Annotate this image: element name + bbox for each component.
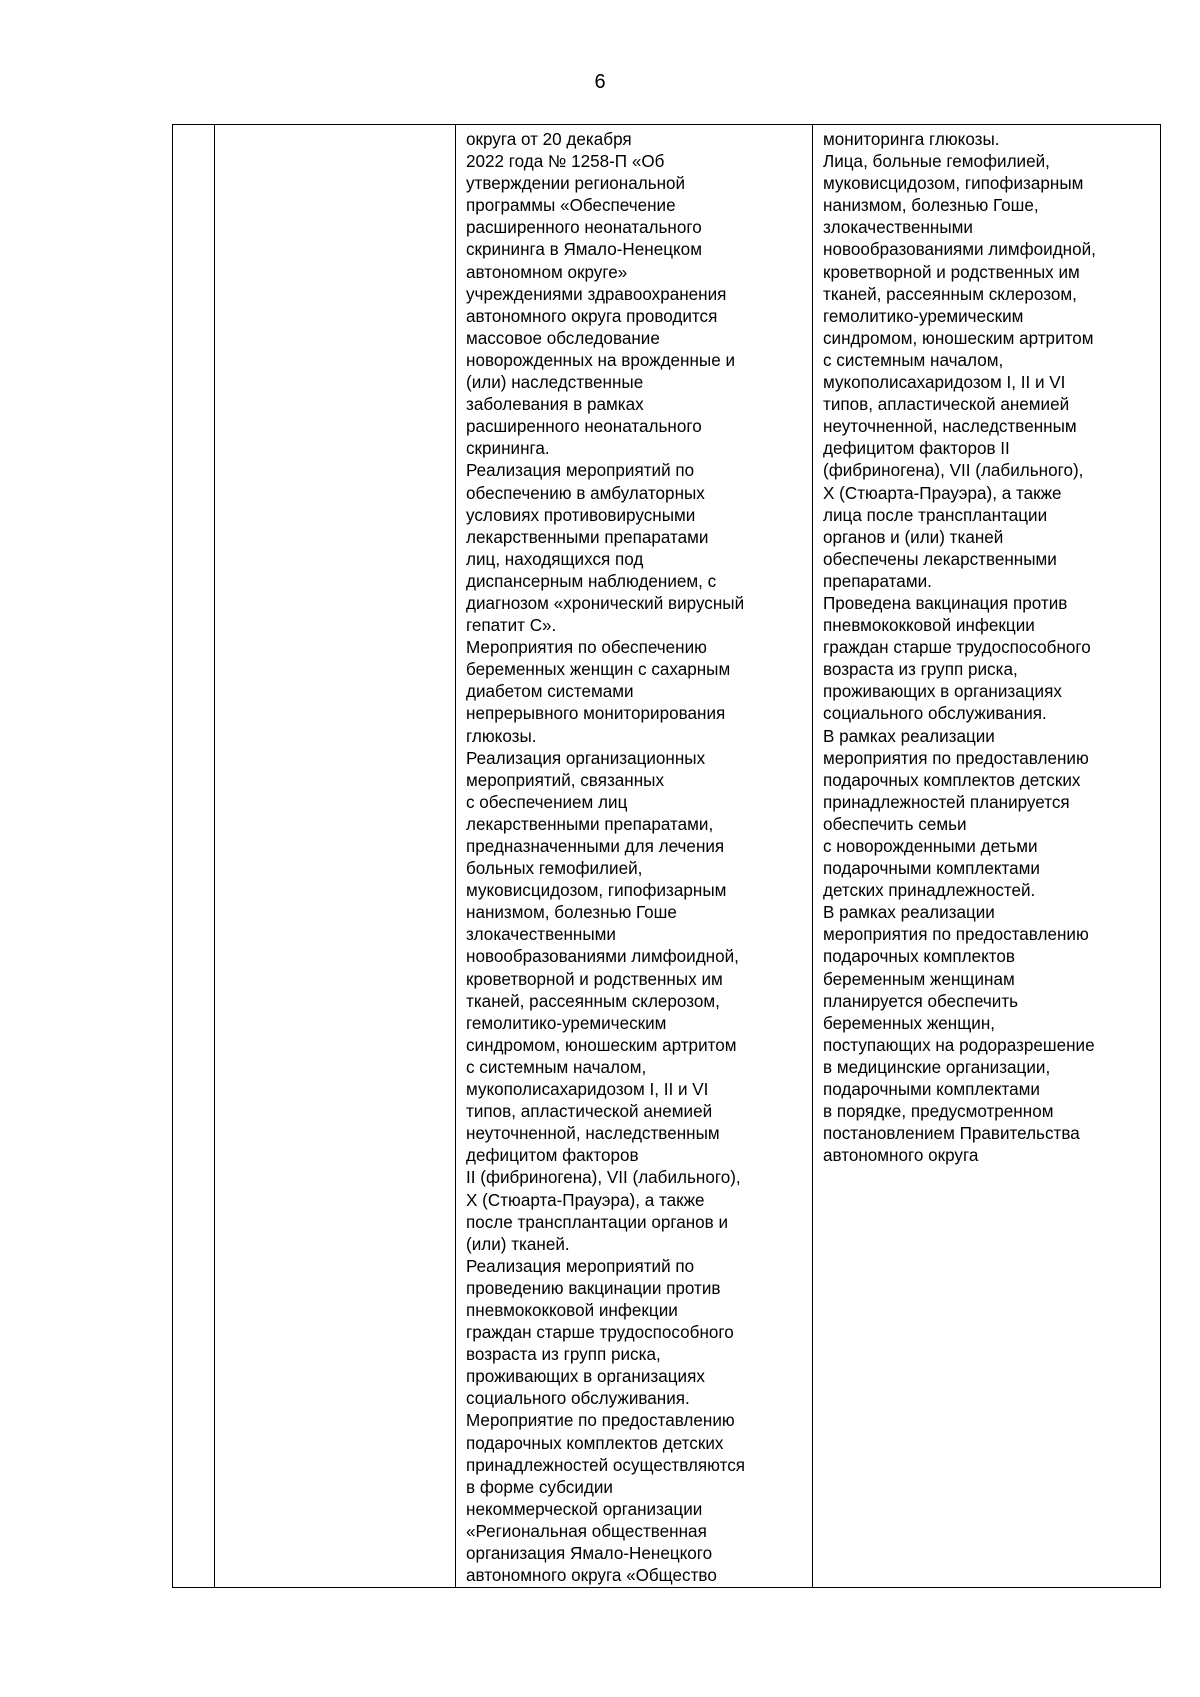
results-text-line: планируется обеспечить [823, 991, 1019, 1011]
measures-text-line: типов, апластической анемией [466, 1102, 713, 1122]
measures-text-line: мероприятий, связанных [466, 770, 665, 790]
measures-text-line: организация Ямало-Ненецкого [466, 1544, 713, 1563]
measures-text-line: в форме субсидии [466, 1477, 613, 1497]
measures-text-line: округа от 20 декабря [466, 130, 632, 149]
results-text-line: Проведена вакцинация против [823, 593, 1068, 613]
results-text-line: Лица, больные гемофилией, [823, 152, 1050, 172]
measures-text-line: проживающих в организациях [466, 1367, 705, 1387]
results-text-line: подарочными комплектами [823, 859, 1040, 879]
results-text-line: X (Стюарта-Прауэра), а также [823, 483, 1062, 503]
measures-text-line: скрининга в Ямало-Ненецком [466, 240, 702, 260]
results-text-line: подарочных комплектов детских [823, 770, 1081, 790]
measures-text-line: беременных женщин с сахарным [466, 660, 731, 680]
measures-text-line: граждан старше трудоспособного [466, 1323, 734, 1343]
results-text-line: с новорожденными детьми [823, 837, 1038, 856]
results-text-line: кроветворной и родственных им [823, 262, 1080, 282]
results-text-line: детских принадлежностей. [823, 881, 1036, 901]
results-text-line: проживающих в организациях [823, 682, 1062, 702]
results-text-line: органов и (или) тканей [823, 527, 1004, 547]
table-cell-measures [456, 125, 813, 1588]
measures-text-line: синдромом, юношеским артритом [466, 1035, 737, 1055]
results-text-line: автономного округа [823, 1146, 979, 1166]
results-text-line: принадлежностей планируется [823, 792, 1070, 812]
measures-text-line: Реализация организационных [466, 748, 706, 768]
measures-text-line: 2022 года № 1258-П «Об [466, 152, 665, 172]
results-text-line: мероприятия по предоставлению [823, 748, 1089, 768]
measures-text-line: лекарственными препаратами [466, 527, 709, 547]
table-cell-number [173, 125, 215, 1588]
table-cell-results [813, 125, 1161, 1588]
results-text-line: гемолитико-уремическим [823, 306, 1024, 326]
measures-text-line: возраста из групп риска, [466, 1345, 661, 1365]
measures-text-line: проведению вакцинации против [466, 1278, 721, 1298]
measures-text-line: (или) тканей. [466, 1234, 570, 1254]
results-text-line: пневмококковой инфекции [823, 616, 1035, 636]
measures-text-line: непрерывного мониторирования [466, 704, 726, 724]
measures-text-line: учреждениями здравоохранения [466, 284, 727, 304]
measures-text-line: автономном округе» [466, 262, 628, 282]
measures-text-line: кроветворной и родственных им [466, 969, 723, 989]
measures-text-line: условиях противовирусными [466, 505, 696, 525]
results-text-line: неуточненной, наследственным [823, 417, 1077, 437]
table-row [173, 125, 1161, 1588]
measures-text-line: Реализация мероприятий по [466, 1256, 695, 1276]
measures-text-line: (или) наследственные [466, 373, 644, 393]
page-number: 6 [594, 71, 606, 93]
table-cell-name [215, 125, 456, 1588]
document-table [172, 124, 1161, 1588]
measures-text-line: Мероприятие по предоставлению [466, 1411, 735, 1431]
results-text-line: препаратами. [823, 571, 932, 591]
results-text-line: постановлением Правительства [823, 1124, 1080, 1144]
results-text-line: граждан старше трудоспособного [823, 638, 1091, 658]
measures-text-line: тканей, рассеянным склерозом, [466, 991, 720, 1011]
measures-text-line: предназначенными для лечения [466, 837, 725, 856]
measures-text-line: II (фибриногена), VII (лабильного), [466, 1168, 741, 1188]
results-text-line: обеспечены лекарственными [823, 549, 1057, 569]
results-text-line: беременным женщинам [823, 969, 1015, 989]
measures-text-line: Мероприятия по обеспечению [466, 638, 707, 658]
results-text-line: нанизмом, болезнью Гоше, [823, 196, 1039, 216]
results-text-line: подарочными комплектами [823, 1080, 1040, 1100]
measures-text-line: больных гемофилией, [466, 859, 643, 879]
results-text-line: беременных женщин, [823, 1013, 996, 1033]
measures-text-line: гемолитико-уремическим [466, 1013, 667, 1033]
results-text-line: муковисцидозом, гипофизарным [823, 174, 1084, 194]
measures-text-line: злокачественными [466, 925, 616, 945]
results-text-line: поступающих на родоразрешение [823, 1035, 1095, 1055]
measures-text-line: дефицитом факторов [466, 1146, 639, 1166]
measures-text-line: некоммерческой организации [466, 1499, 703, 1519]
measures-text-line: лиц, находящихся под [466, 549, 644, 569]
measures-text-line: принадлежностей осуществляются [466, 1455, 746, 1475]
measures-text-line: расширенного неонатального [466, 218, 702, 238]
results-text-line: дефицитом факторов II [823, 439, 1010, 459]
results-text-line: синдромом, юношеским артритом [823, 328, 1094, 348]
measures-text-line: социального обслуживания. [466, 1389, 690, 1409]
measures-text-line: обеспечению в амбулаторных [466, 483, 705, 503]
measures-text-line: диспансерным наблюдением, с [466, 571, 717, 591]
results-text-line: злокачественными [823, 218, 973, 238]
results-text-line: (фибриногена), VII (лабильного), [823, 461, 1084, 481]
results-text-line: социального обслуживания. [823, 704, 1047, 724]
measures-text-line: заболевания в рамках [466, 395, 644, 415]
measures-text-line: мукополисахаридозом I, II и VI [466, 1080, 709, 1100]
measures-text-line: муковисцидозом, гипофизарным [466, 881, 727, 901]
measures-text-line: массовое обследование [466, 328, 660, 348]
measures-text-line: диабетом системами [466, 682, 634, 702]
results-text-line: подарочных комплектов [823, 947, 1015, 967]
results-text-line: в порядке, предусмотренном [823, 1102, 1054, 1122]
measures-text-line: после трансплантации органов и [466, 1212, 729, 1232]
results-text-line: типов, апластической анемией [823, 395, 1070, 415]
measures-text-line: автономного округа проводится [466, 306, 718, 326]
measures-text-line: лекарственными препаратами, [466, 814, 714, 834]
measures-text-line: глюкозы. [466, 726, 537, 746]
measures-text-line: подарочных комплектов детских [466, 1433, 724, 1453]
measures-text-line: новорожденных на врожденные и [466, 350, 736, 370]
measures-text-line: утверждении региональной [466, 174, 686, 194]
measures-text-line: неуточненной, наследственным [466, 1124, 720, 1144]
results-text-line: мониторинга глюкозы. [823, 130, 1000, 149]
measures-text-line: «Региональная общественная [466, 1521, 707, 1541]
results-text-line: новообразованиями лимфоидной, [823, 240, 1096, 260]
measures-text-line: гепатит С». [466, 616, 557, 636]
measures-text-line: скрининга. [466, 439, 550, 459]
results-text-line: с системным началом, [823, 350, 1004, 370]
measures-text-line: пневмококковой инфекции [466, 1300, 678, 1320]
results-text-line: В рамках реализации [823, 726, 995, 746]
measures-text-line: X (Стюарта-Прауэра), а также [466, 1190, 705, 1210]
measures-text-line: новообразованиями лимфоидной, [466, 947, 739, 967]
results-text-line: лица после трансплантации [823, 505, 1048, 525]
results-text-line: В рамках реализации [823, 903, 995, 923]
measures-text-line: с системным началом, [466, 1057, 647, 1077]
results-text-line: тканей, рассеянным склерозом, [823, 284, 1077, 304]
measures-text-line: Реализация мероприятий по [466, 461, 695, 481]
results-text-line: мукополисахаридозом I, II и VI [823, 373, 1066, 393]
measures-text-line: с обеспечением лиц [466, 792, 628, 812]
measures-text-line: нанизмом, болезнью Гоше [466, 903, 677, 923]
results-text-line: возраста из групп риска, [823, 660, 1018, 680]
results-text-line: обеспечить семьи [823, 814, 967, 834]
measures-text-line: расширенного неонатального [466, 417, 702, 437]
measures-text-line: программы «Обеспечение [466, 196, 676, 216]
results-text-line: мероприятия по предоставлению [823, 925, 1089, 945]
results-text-line: в медицинские организации, [823, 1057, 1051, 1077]
measures-text-line: диагнозом «хронический вирусный [466, 593, 745, 613]
measures-text-line: автономного округа «Общество [466, 1566, 717, 1586]
